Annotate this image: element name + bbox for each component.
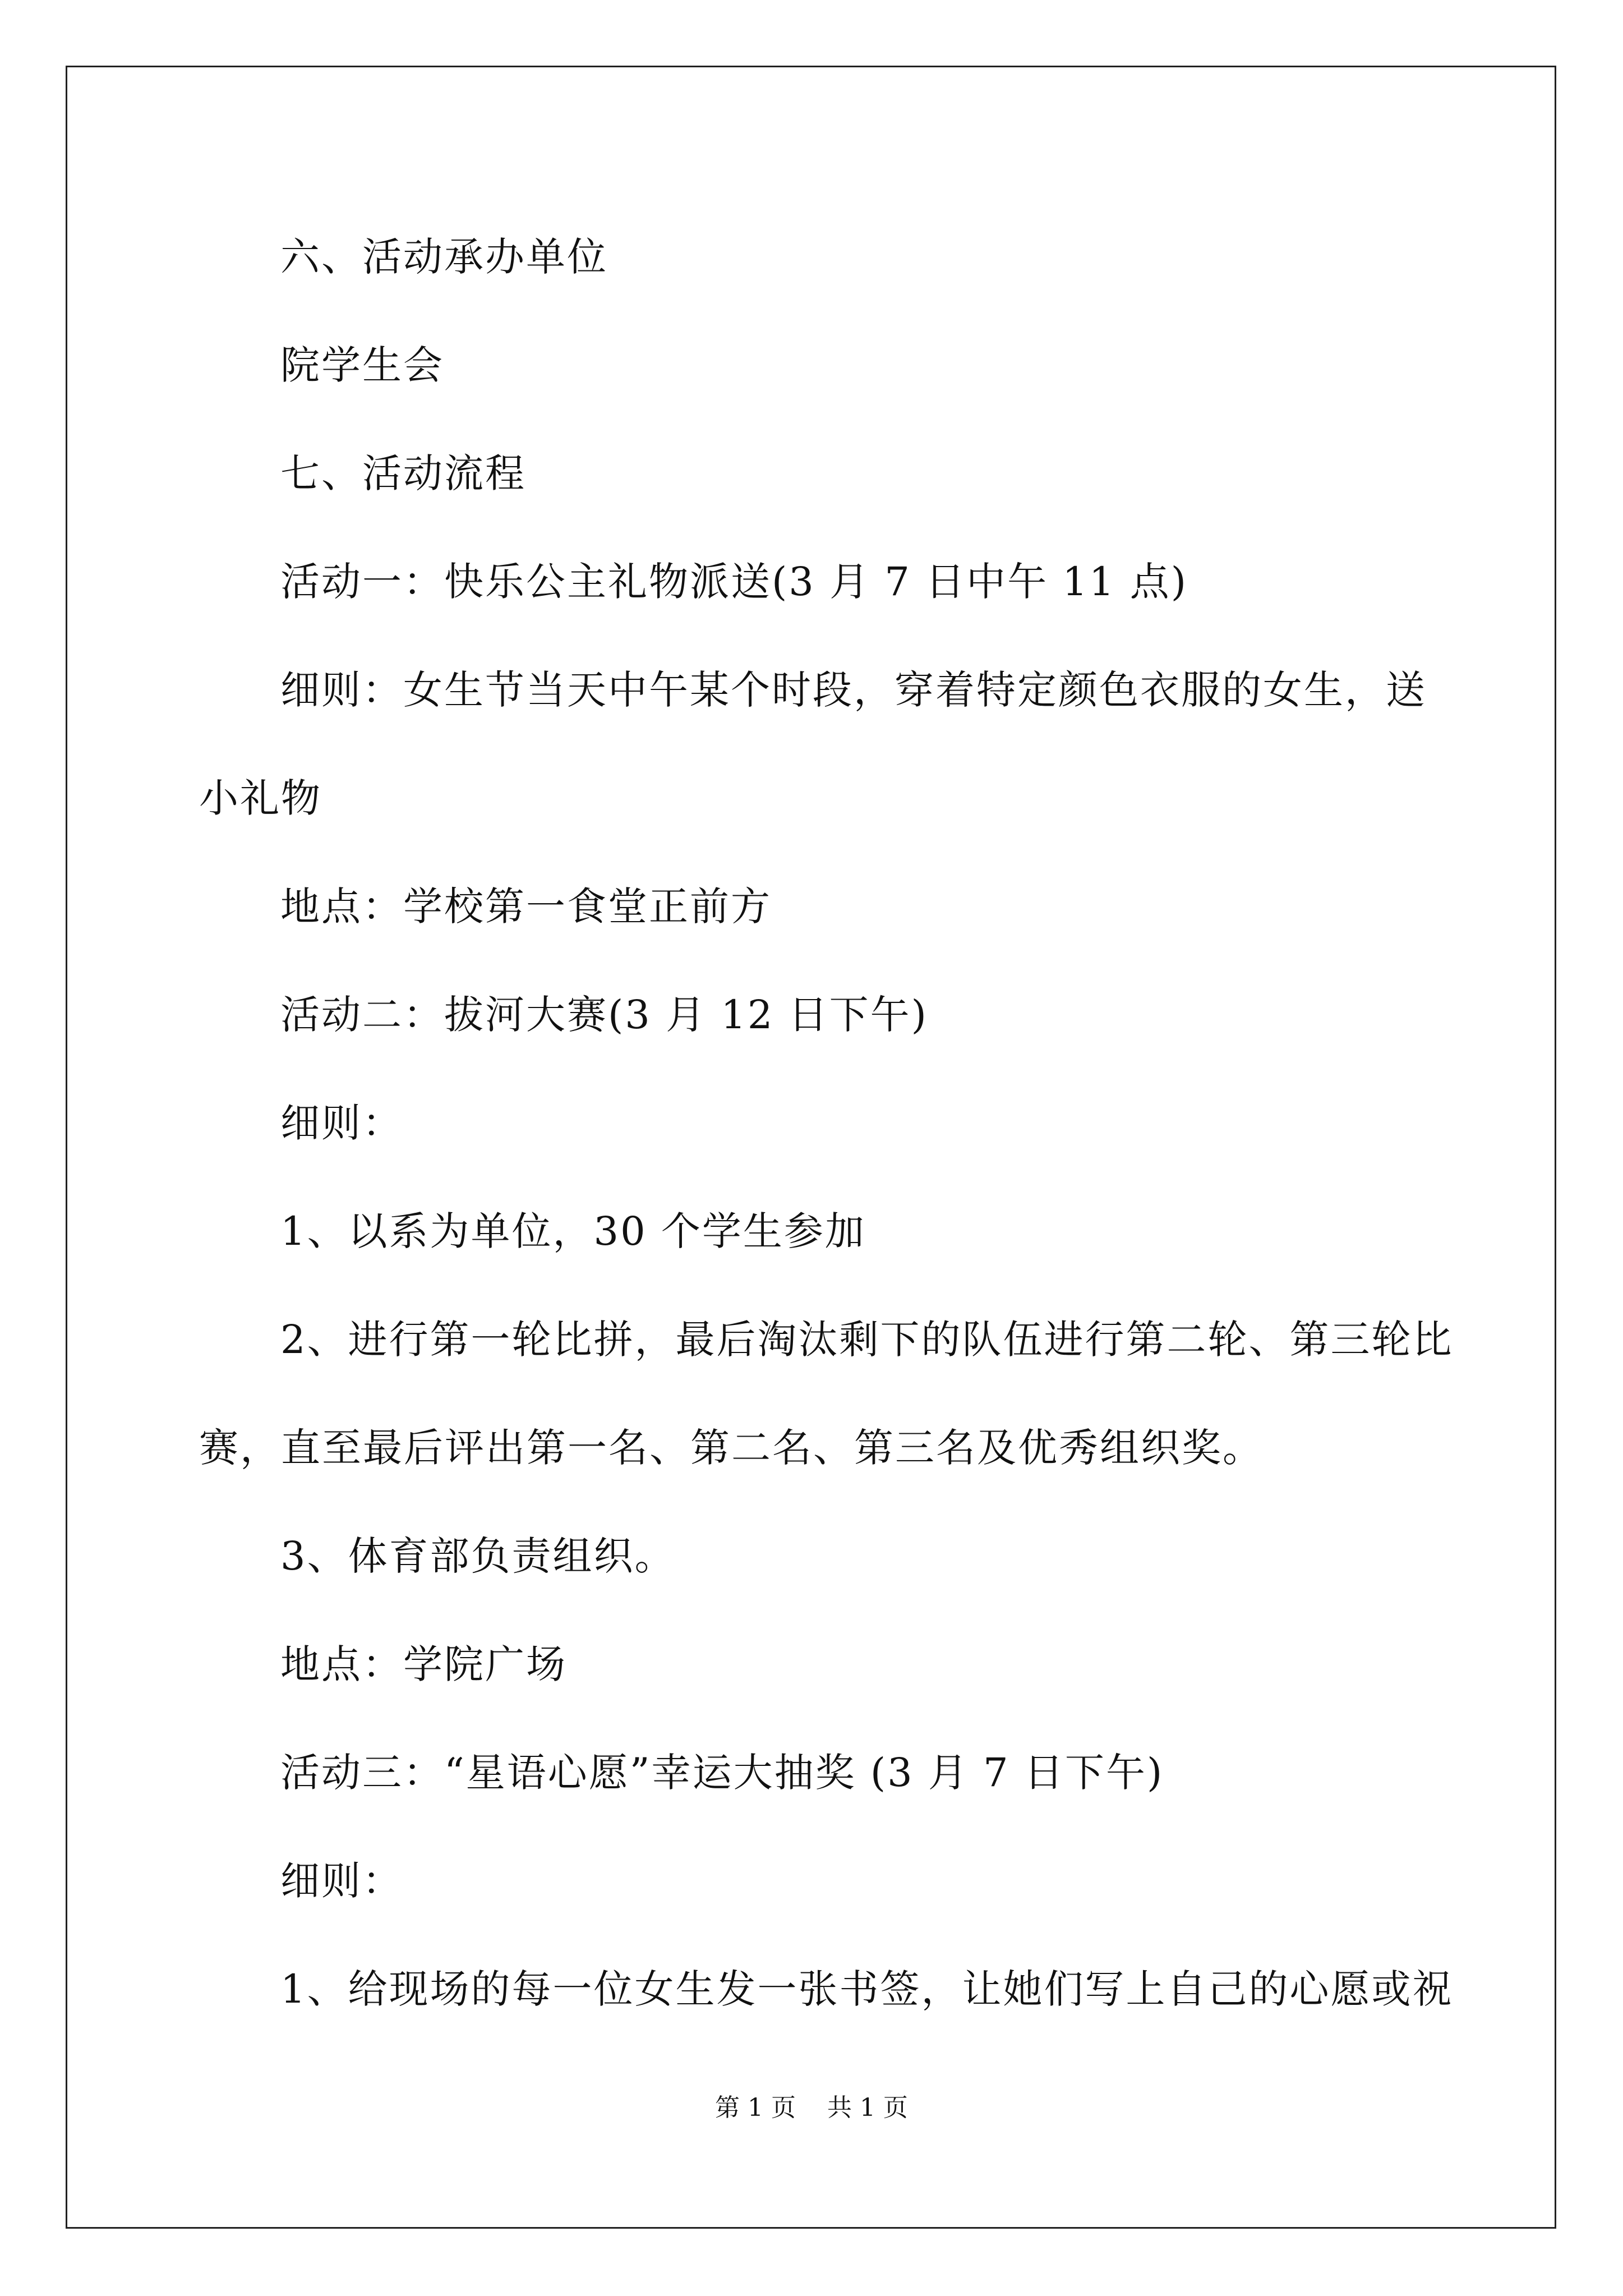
activity-two-rule-2: 2、进行第一轮比拼，最后淘汰剩下的队伍进行第二轮、第三轮比: [280, 1317, 1454, 1363]
activity-three-rules-label: 细则：: [280, 1858, 403, 1904]
section-heading-process: 七、活动流程: [280, 450, 526, 496]
activity-two-rules-label: 细则：: [280, 1100, 403, 1146]
activity-one-title: 活动一：快乐公主礼物派送(3 月 7 日中午 11 点): [280, 559, 1188, 605]
activity-three-title: 活动三：“星语心愿”幸运大抽奖 (3 月 7 日下午): [280, 1750, 1164, 1796]
activity-one-rules: 细则：女生节当天中午某个时段，穿着特定颜色衣服的女生，送: [280, 667, 1427, 713]
activity-three-rule-1: 1、给现场的每一位女生发一张书签，让她们写上自己的心愿或祝: [280, 1966, 1454, 2012]
activity-one-location: 地点：学校第一食堂正前方: [280, 884, 772, 930]
page-footer: 第 1 页 共 1 页: [715, 2093, 908, 2122]
document-body: [199, 203, 1454, 2044]
activity-two-title: 活动二：拔河大赛(3 月 12 日下午): [280, 992, 928, 1038]
activity-two-rule-3: 3、体育部负责组织。: [280, 1533, 676, 1579]
activity-two-rule-2-continued: 赛，直至最后评出第一名、第二名、第三名及优秀组织奖。: [199, 1425, 1264, 1471]
activity-one-rules-continued: 小礼物: [199, 775, 322, 821]
activity-two-location: 地点：学院广场: [280, 1641, 567, 1687]
section-heading-organizer: 六、活动承办单位: [280, 234, 608, 280]
paragraph-organizer-name: 院学生会: [280, 342, 444, 388]
activity-two-rule-1: 1、以系为单位，30 个学生参加: [280, 1208, 866, 1254]
